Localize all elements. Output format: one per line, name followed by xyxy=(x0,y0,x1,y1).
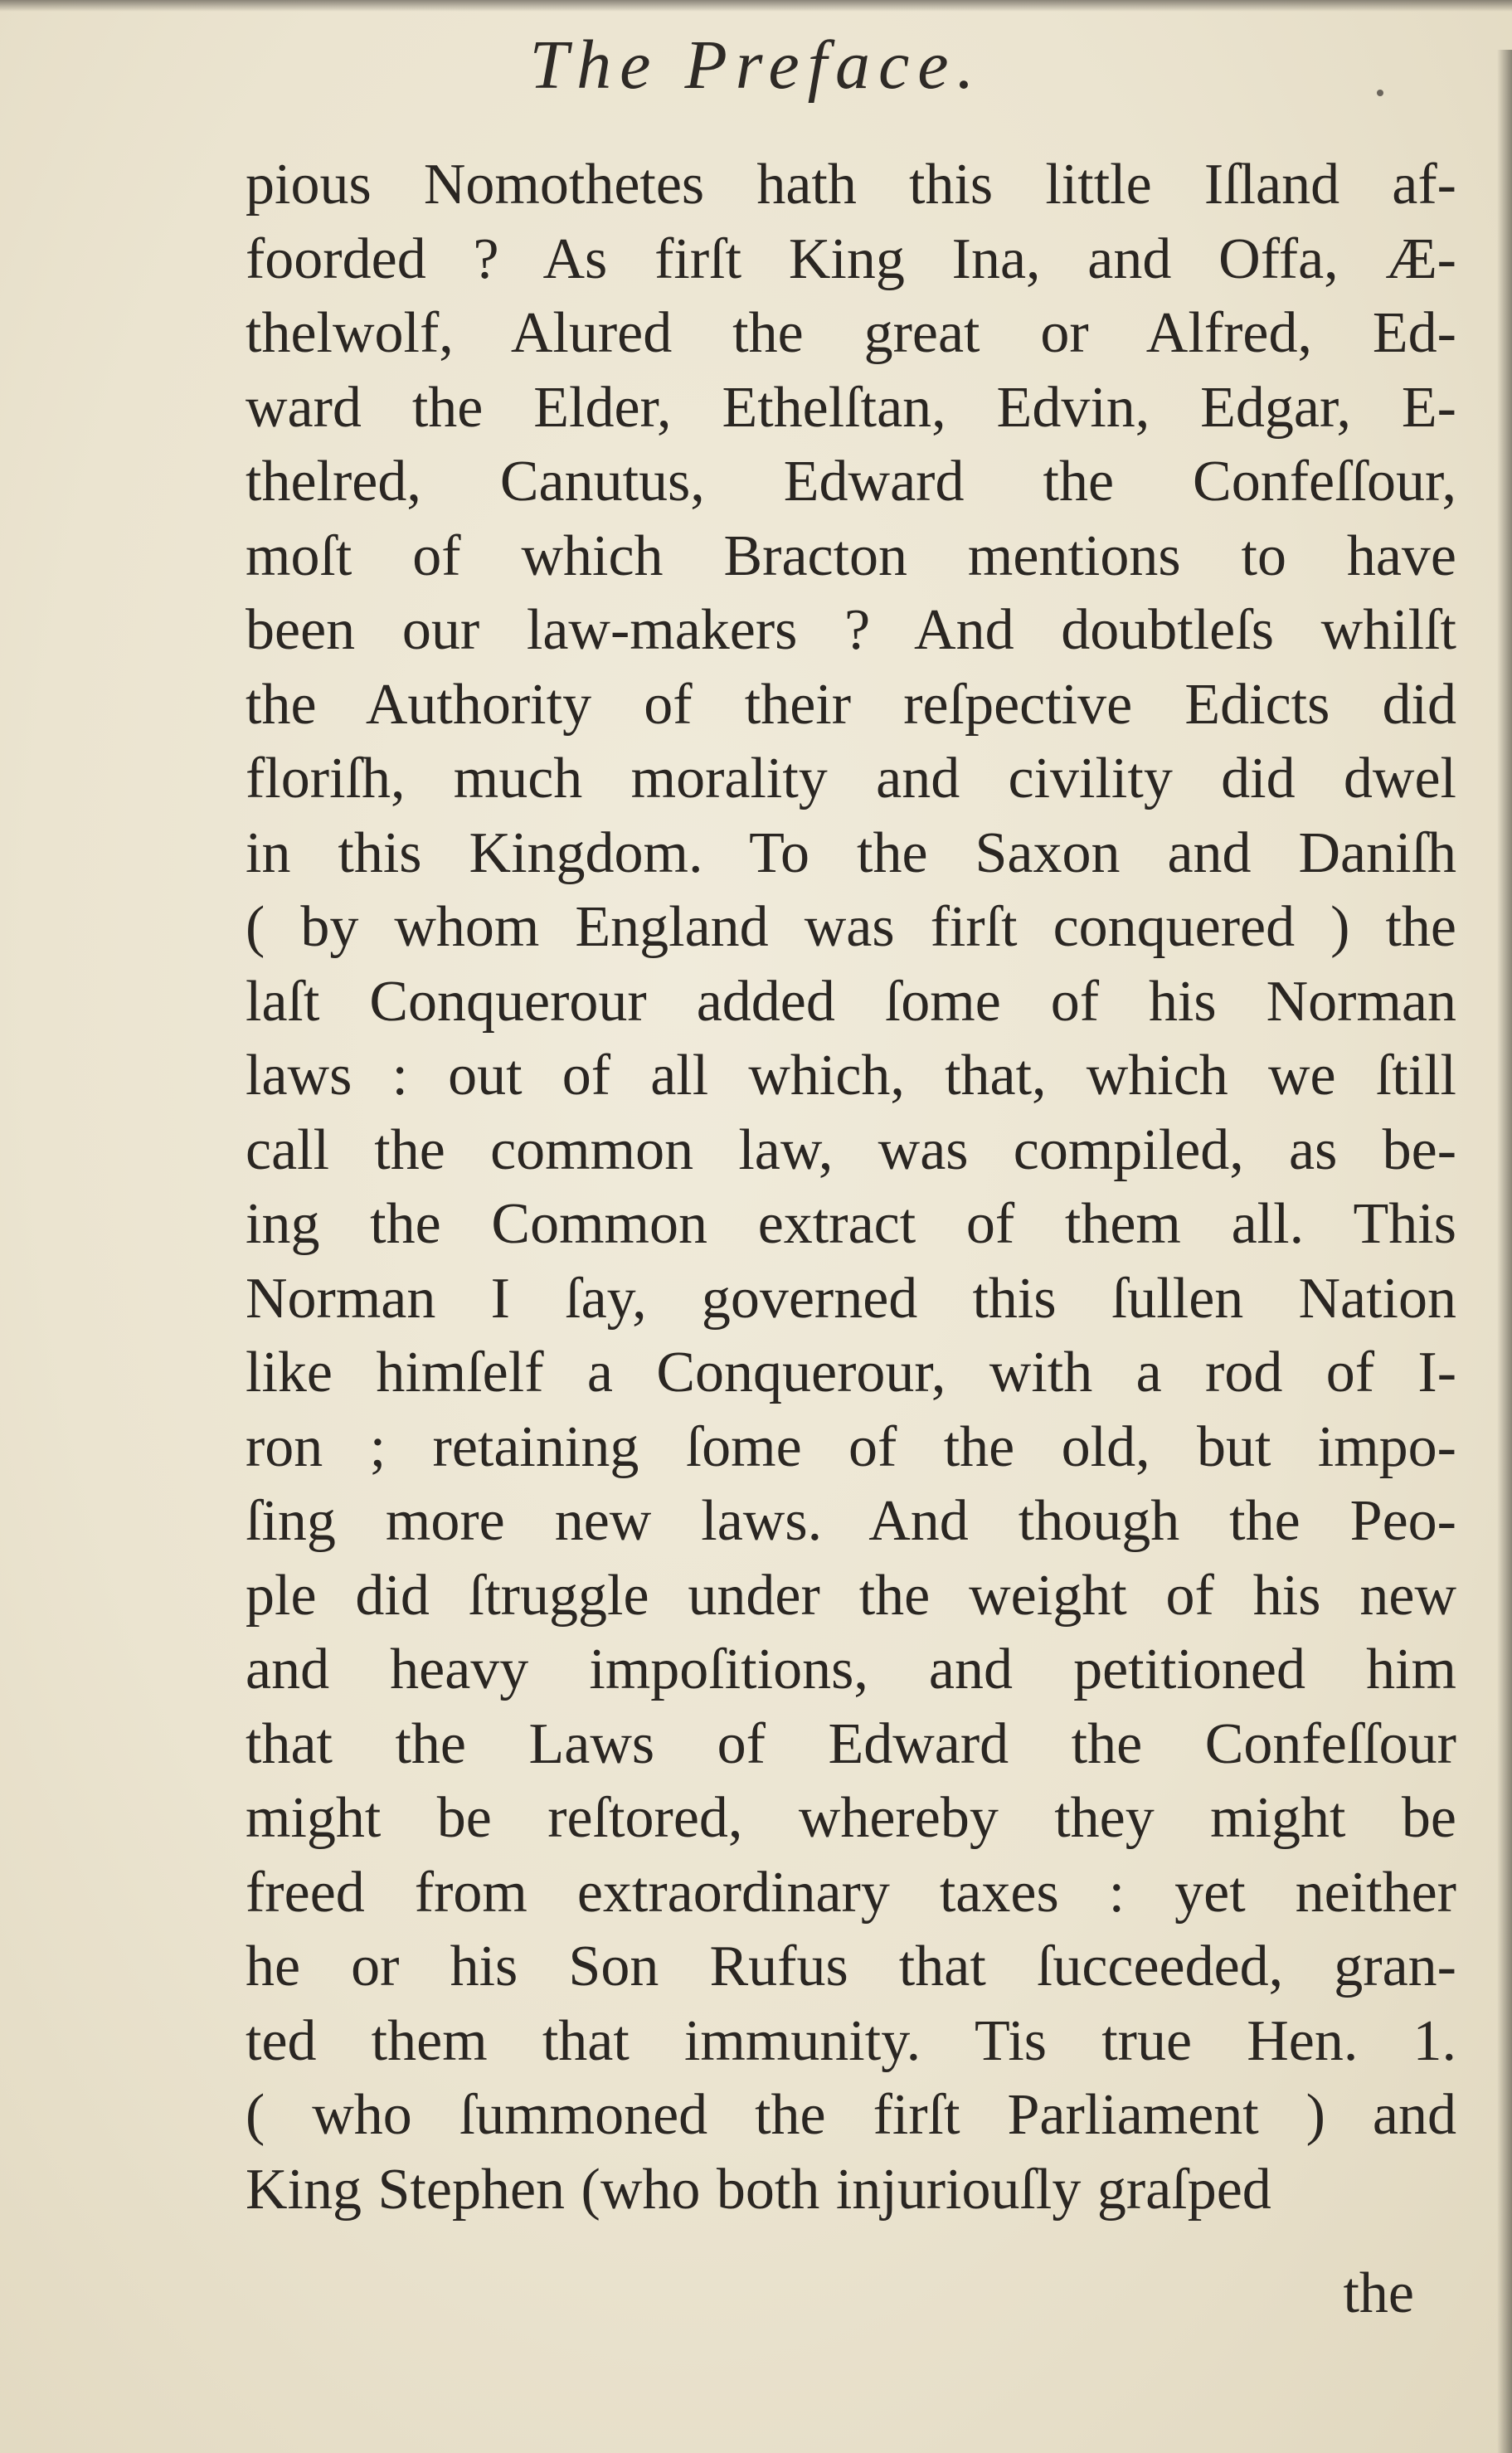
text-line: he or his Son Rufus that ſucceeded, gran- xyxy=(246,1935,1456,1998)
top-edge-shadow xyxy=(0,0,1512,12)
text-line: and heavy impoſitions, and petitioned him xyxy=(246,1638,1456,1701)
text-line: ing the Common extract of them all. This xyxy=(246,1192,1456,1256)
text-line: ple did ſtruggle under the weight of his new xyxy=(246,1563,1456,1628)
text-line: freed from extraordinary taxes : yet neither xyxy=(246,1860,1456,1925)
text-line: might be reſtored, whereby they might be xyxy=(246,1786,1456,1850)
catchword: the xyxy=(1343,2261,1414,2325)
body-text xyxy=(246,148,1456,2227)
text-line: been our law-makers ? And doubtleſs whilſt xyxy=(246,598,1456,662)
text-line: moſt of which Bracton mentions to have xyxy=(246,523,1456,588)
text-line: ted them that immunity. Tis true Hen. 1. xyxy=(246,2008,1456,2073)
binding-edge xyxy=(1497,50,1512,2453)
text-line: like himſelf a Conquerour, with a rod of I- xyxy=(246,1341,1456,1404)
text-line: King Stephen (who both injuriouſly graſped xyxy=(246,2157,1271,2222)
text-line: ward the Elder, Ethelſtan, Edvin, Edgar, E- xyxy=(246,375,1456,440)
text-line: foorded ? As firſt King Ina, and Offa, Æ- xyxy=(246,226,1456,291)
text-line: laws : out of all which, that, which we ſtill xyxy=(246,1044,1456,1107)
text-line: ( who ſummoned the firſt Parliament ) and xyxy=(246,2083,1456,2147)
text-line: the Authority of their reſpective Edicts did xyxy=(246,672,1456,737)
text-line: in this Kingdom. To the Saxon and Daniſh xyxy=(246,820,1456,885)
text-line: pious Nomothetes hath this little Iſland af- xyxy=(246,153,1456,217)
text-line: ( by whom England was firſt conquered ) the xyxy=(246,895,1456,959)
text-line: that the Laws of Edward the Confeſſour xyxy=(246,1711,1456,1776)
text-line: thelwolf, Alured the great or Alfred, Ed- xyxy=(246,301,1456,365)
text-line: thelred, Canutus, Edward the Confeſſour, xyxy=(246,450,1456,513)
text-line: ſing more new laws. And though the Peo- xyxy=(246,1489,1456,1553)
text-line: laſt Conquerour added ſome of his Norman xyxy=(246,969,1456,1034)
text-line: ron ; retaining ſome of the old, but impo- xyxy=(246,1414,1456,1479)
text-line: Norman I ſay, governed this ſullen Nation xyxy=(246,1266,1456,1331)
running-head: The Preface. xyxy=(529,27,983,104)
text-line: floriſh, much morality and civility did dwel xyxy=(246,747,1456,810)
text-line: call the common law, was compiled, as be- xyxy=(246,1117,1456,1182)
